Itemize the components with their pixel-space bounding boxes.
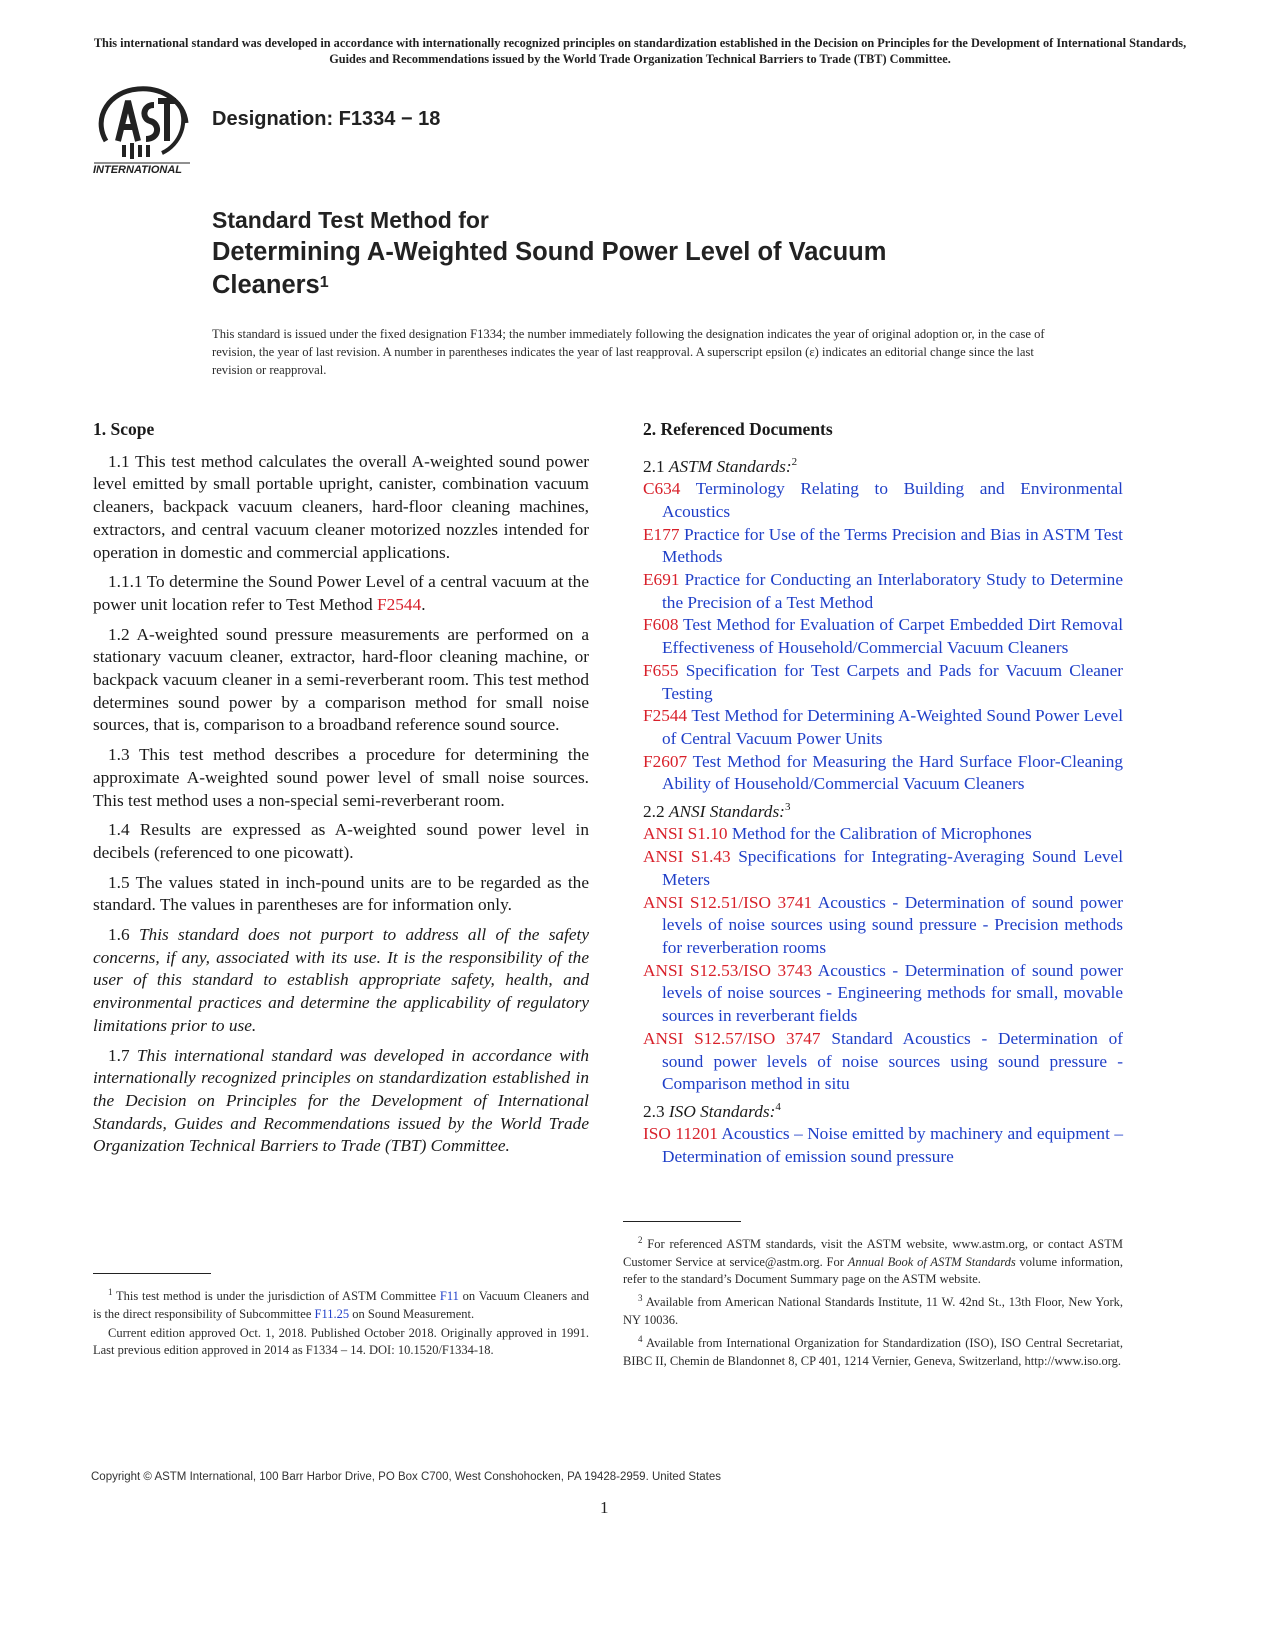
- para-1-4: 1.4 Results are expressed as A-weighted sound power level in decibels (referenced to one picowatt).: [93, 820, 589, 862]
- ansi-ref-item[interactable]: [643, 892, 1123, 960]
- astm-ref-item[interactable]: [643, 751, 1123, 796]
- ref-title[interactable]: Test Method for Measuring the Hard Surface Floor-Cleaning Ability of Household/Commercial Vacuum Cleaners: [662, 751, 1123, 794]
- ref-code[interactable]: F608: [643, 615, 679, 635]
- astm-label-num: 2.1: [643, 456, 669, 476]
- ansi-label-text: ANSI Standards:: [668, 801, 785, 821]
- iso-label-text: ISO Standards:: [668, 1101, 776, 1121]
- astm-ref-item[interactable]: [643, 614, 1123, 659]
- fn3-marker: 3: [638, 1293, 643, 1304]
- astm-logo: [92, 83, 192, 175]
- ref-title[interactable]: Acoustics - Determination of sound power levels of noise sources - Engineering methods for small, movable sources in reverberant fields: [662, 960, 1124, 1026]
- para-1-1: 1.1 This test method calculates the overall A-weighted sound power level emitted by small portable upright, canister, combination vacuum cleaners, backpack vacuum cleaners, hard-floor cleaning machines, extractors, and central vacuum cleaner motorized nozzles intended for operation in domestic and commercial applications.: [93, 451, 589, 562]
- fn4-text: Available from International Organization for Standardization (ISO), ISO Central Secretariat, BIBC II, Chemin de Blandonnet 8, CP 401, 1214 Vernier, Geneva, Switzerland, http://www.iso.org.: [623, 1336, 1123, 1368]
- ansi-ref-item[interactable]: [643, 960, 1123, 1028]
- ansi-ref-item[interactable]: [643, 823, 1123, 846]
- iso-standards-label: [643, 1096, 1123, 1123]
- ref-code[interactable]: F655: [643, 660, 679, 680]
- ref-title[interactable]: Specification for Test Carpets and Pads for Vacuum Cleaner Testing: [662, 660, 1123, 703]
- astm-ref-item[interactable]: [643, 660, 1123, 705]
- para-1-7: [93, 1045, 589, 1159]
- fn2-marker: 2: [638, 1235, 643, 1245]
- scope-heading: 1. Scope: [93, 419, 155, 439]
- ref-code[interactable]: ISO 11201: [643, 1124, 718, 1144]
- astm-ref-list: [643, 478, 1123, 796]
- f2544-link[interactable]: F2544: [377, 594, 422, 614]
- ref-code[interactable]: ANSI S12.51/ISO 3741: [643, 892, 813, 912]
- para-1-2: 1.2 A-weighted sound pressure measurements are performed on a stationary vacuum cleaner, extractor, hard-floor cleaning machine, or backpack vacuum cleaner in a semi-reverberant room. This test method determines sound power by a comparison method for small noise sources, that is, comparison to a broadband reference sound source.: [93, 624, 589, 735]
- ref-title[interactable]: Specifications for Integrating-Averaging Sound Level Meters: [662, 847, 1124, 889]
- ansi-ref-item[interactable]: [643, 846, 1123, 891]
- ref-title[interactable]: Test Method for Evaluation of Carpet Embedded Dirt Removal Effectiveness of Household/Commercial Vacuum Cleaners: [662, 615, 1123, 658]
- para-1-1-1: [93, 571, 589, 616]
- para-1-7-text: This international standard was developed in accordance with internationally recognized principles on standardization established in the Decision on Principles for the Development of International Standards, Guides and Recommendations issued by the World Trade Organization Technical Barriers to Trade (TBT) Committee.: [93, 1045, 589, 1156]
- page-number: 1: [600, 1498, 609, 1517]
- footnote-2: [623, 1232, 1123, 1288]
- ref-code[interactable]: E177: [643, 524, 680, 544]
- ansi-ref-list: [643, 823, 1123, 1095]
- ref-code[interactable]: ANSI S1.43: [643, 847, 731, 867]
- title-line-2: Determining A-Weighted Sound Power Level of Vacuum: [212, 238, 887, 266]
- footnote-3: [623, 1290, 1123, 1329]
- ansi-sup: 3: [784, 801, 791, 814]
- right-column: [643, 418, 1123, 1169]
- issue-note: This standard is issued under the fixed designation F1334; the number immediately following the designation indicates the year of original adoption or, in the case of revision, the year of last revision. A number in parentheses indicates the year of last reapproval. A superscript epsilon (ε) indicates an editorial change since the last revision or reapproval.: [212, 327, 1045, 378]
- fn4-marker: 4: [638, 1334, 643, 1345]
- iso-ref-item[interactable]: [643, 1123, 1123, 1168]
- ansi-label-num: 2.2: [643, 801, 669, 821]
- left-column: [93, 418, 589, 1165]
- copyright: Copyright © ASTM International, 100 Barr Harbor Drive, PO Box C700, West Conshohocken, PA 19428-2959. United States: [91, 1471, 722, 1483]
- ref-code[interactable]: F2544: [643, 706, 688, 726]
- refs-heading: 2. Referenced Documents: [643, 419, 833, 439]
- ref-title[interactable]: Standard Acoustics - Determination of sound power levels of noise sources using sound pressure - Comparison method in situ: [662, 1028, 1124, 1094]
- fn1-text-a: This test method is under the jurisdiction of ASTM Committee: [112, 1289, 440, 1304]
- edition-note: Current edition approved Oct. 1, 2018. Published October 2018. Originally approved in 1991. Last previous edition approved in 2014 as F1334 – 14. DOI: 10.1520/F1334-18.: [93, 1325, 589, 1358]
- ref-title[interactable]: Method for the Calibration of Microphones: [727, 824, 1032, 844]
- ref-title[interactable]: Acoustics – Noise emitted by machinery and equipment – Determination of emission sound pressure: [662, 1124, 1124, 1167]
- iso-sup: 4: [775, 1100, 781, 1113]
- f11-25-link[interactable]: F11.25: [314, 1306, 350, 1321]
- document-title: [212, 205, 1012, 302]
- designation: Designation: F1334 − 18: [212, 108, 441, 130]
- fn1-marker: 1: [108, 1287, 113, 1297]
- para-1-1-1-end: .: [421, 594, 426, 614]
- ref-code[interactable]: ANSI S12.57/ISO 3747: [643, 1028, 821, 1048]
- para-1-6-text: This standard does not purport to address all of the safety concerns, if any, associated with its use. It is the responsibility of the user of this standard to establish appropriate safety, health, and environmental practices and determine the applicability of regulatory limitations prior to use.: [93, 925, 590, 1035]
- ref-code[interactable]: ANSI S12.53/ISO 3743: [643, 960, 813, 980]
- para-1-3: 1.3 This test method describes a procedure for determining the approximate A-weighted sound power level of small noise sources. This test method uses a non-special semi-reverberant room.: [93, 745, 589, 810]
- para-1-6-num: 1.6: [108, 925, 139, 945]
- footnote-rule: [623, 1221, 741, 1222]
- footnote-1: [93, 1284, 589, 1323]
- fn2-italic: Annual Book of ASTM Standards: [847, 1254, 1016, 1269]
- astm-ref-item[interactable]: [643, 524, 1123, 569]
- ref-title[interactable]: Acoustics - Determination of sound power levels of noise sources using sound pressure - Precision methods for reverberation rooms: [662, 892, 1124, 957]
- fn3-text: Available from American National Standards Institute, 11 W. 42nd St., 13th Floor, New York, NY 10036.: [623, 1295, 1123, 1327]
- astm-ref-item[interactable]: [643, 478, 1123, 523]
- f11-link[interactable]: F11: [439, 1289, 459, 1304]
- astm-standards-label: [643, 451, 1123, 478]
- ref-code[interactable]: E691: [643, 569, 680, 589]
- fn1-text-c: on Sound Measurement.: [349, 1306, 475, 1321]
- footnote-rule: [93, 1273, 211, 1274]
- astm-ref-item[interactable]: [643, 705, 1123, 750]
- fn2-text-b: volume information, refer to the standard’s Document Summary page on the ASTM website.: [623, 1254, 1123, 1286]
- ref-title[interactable]: Terminology Relating to Building and Environmental Acoustics: [662, 479, 1123, 521]
- footnote-4: [623, 1331, 1123, 1370]
- logo-text: INTERNATIONAL: [93, 164, 183, 175]
- para-1-6: [93, 924, 589, 1038]
- para-1-7-num: 1.7: [108, 1045, 137, 1065]
- title-footnote-marker: 1: [319, 274, 329, 291]
- fn1-text-b: on Vacuum Cleaners and is the direct responsibility of Subcommittee: [93, 1289, 590, 1321]
- ref-code[interactable]: ANSI S1.10: [643, 824, 728, 844]
- left-footnotes: [93, 1273, 589, 1362]
- wto-notice: This international standard was developed in accordance with internationally recognized principles on standardization established in the Decision on Principles for the Development of International Standards, Guides and Recommendations issued by the World Trade Organization Technical Barriers to Trade (TBT) Committee.: [93, 36, 1187, 66]
- ref-code[interactable]: F2607: [643, 751, 688, 771]
- ansi-standards-label: [643, 796, 1123, 823]
- para-1-1-1-text: 1.1.1 To determine the Sound Power Level of a central vacuum at the power unit location refer to Test Method: [93, 572, 589, 614]
- ansi-ref-item[interactable]: [643, 1028, 1123, 1096]
- iso-ref-list: [643, 1123, 1123, 1168]
- title-line-3: Cleaners: [212, 271, 320, 299]
- iso-label-num: 2.3: [643, 1101, 669, 1121]
- ref-title[interactable]: Practice for Conducting an Interlaboratory Study to Determine the Precision of a Test Method: [662, 569, 1123, 612]
- ref-code[interactable]: C634: [643, 479, 681, 499]
- title-line-1: Standard Test Method for: [212, 207, 489, 233]
- astm-ref-item[interactable]: [643, 569, 1123, 614]
- fn2-text-a: For referenced ASTM standards, visit the ASTM website, www.astm.org, or contact ASTM Customer Service at service@astm.org. For: [623, 1237, 1123, 1269]
- ref-title[interactable]: Practice for Use of the Terms Precision and Bias in ASTM Test Methods: [662, 524, 1123, 567]
- astm-sup: 2: [791, 455, 798, 468]
- right-footnotes: [623, 1221, 1123, 1372]
- para-1-5: 1.5 The values stated in inch-pound units are to be regarded as the standard. The values in parentheses are for information only.: [93, 872, 589, 915]
- ref-title[interactable]: Test Method for Determining A-Weighted Sound Power Level of Central Vacuum Power Units: [662, 706, 1123, 748]
- astm-label-text: ASTM Standards:: [668, 456, 792, 476]
